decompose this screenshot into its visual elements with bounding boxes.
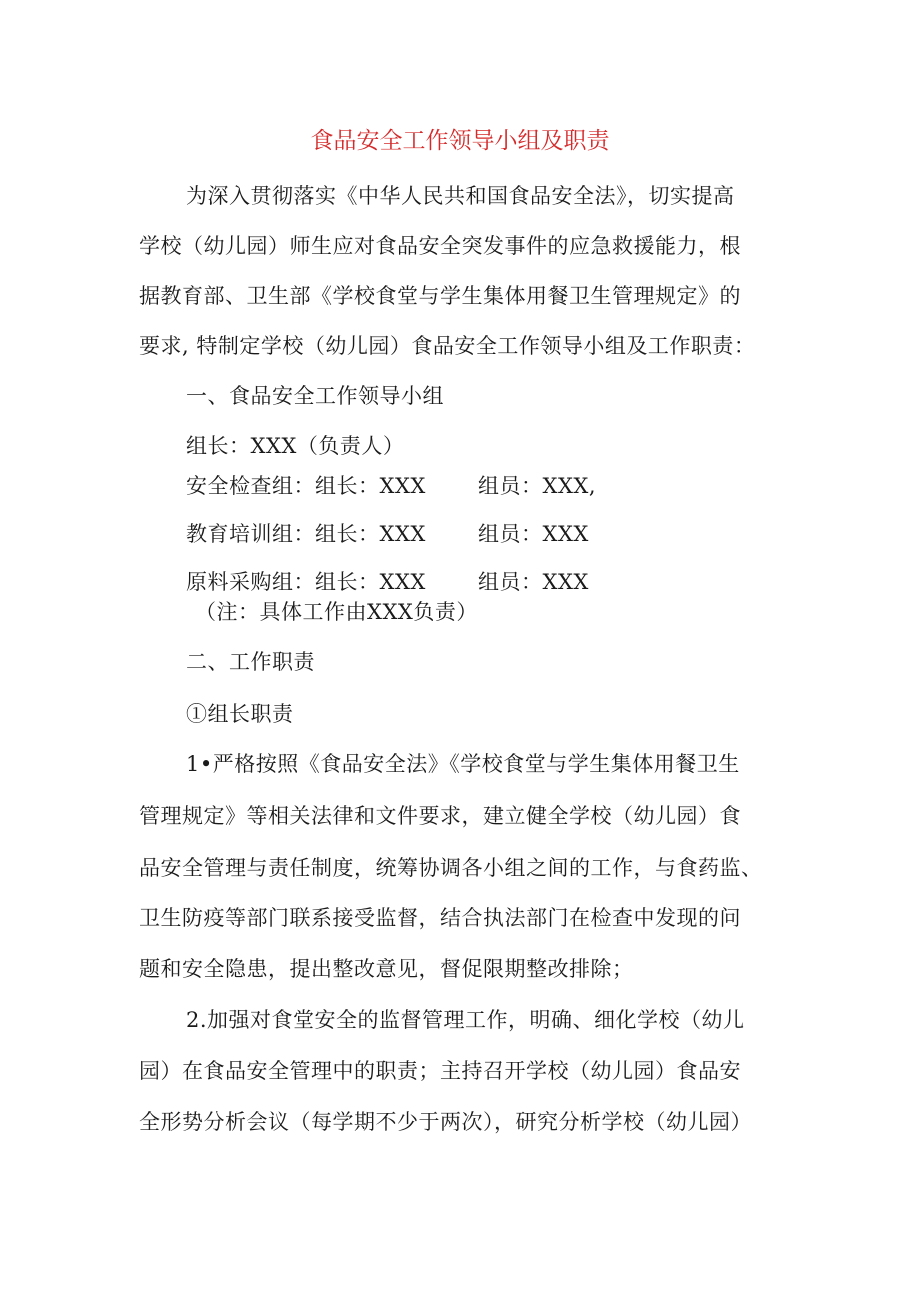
subsection-leader-duties: ①组长职责 [186, 702, 294, 726]
leader-line: 组长：XXX（负责人） [186, 434, 405, 458]
duty1-line-4: 卫生防疫等部门联系接受监督，结合执法部门在检查中发现的问 [139, 906, 741, 930]
duty2-line-3: 全形势分析会议（每学期不少于两次），研究分析学校（幼儿园） [139, 1110, 752, 1134]
duty2-line-2: 园）在食品安全管理中的职责；主持召开学校（幼儿园）食品安 [139, 1059, 741, 1083]
group-members: 组员：XXX [478, 570, 589, 594]
group-row-procurement [186, 566, 826, 596]
duty2-line-1: 2.加强对食堂安全的监督管理工作，明确、细化学校（幼儿 [186, 1008, 745, 1032]
group-members: 组员：XXX [478, 522, 589, 546]
intro-line-2: 学校（幼儿园）师生应对食品安全突发事件的应急救援能力，根 [139, 234, 741, 258]
group-name: 安全检查组：组长：XXX [186, 474, 426, 498]
section-heading-2: 二、工作职责 [186, 650, 315, 674]
intro-line-4: 要求, 特制定学校（幼儿园）食品安全工作领导小组及工作职责： [139, 334, 756, 358]
group-members: 组员：XXX, [478, 474, 597, 498]
group-name: 教育培训组：组长：XXX [186, 522, 426, 546]
intro-line-3: 据教育部、卫生部《学校食堂与学生集体用餐卫生管理规定》的 [139, 284, 741, 308]
duty1-line-3: 品安全管理与责任制度，统筹协调各小组之间的工作，与食药监、 [139, 856, 763, 880]
duty1-line-5: 题和安全隐患，提出整改意见，督促限期整改排除； [139, 957, 634, 981]
document-title: 食品安全工作领导小组及职责 [310, 128, 610, 154]
intro-line-1: 为深入贯彻落实《中华人民共和国食品安全法》，切实提高 [186, 184, 735, 208]
note-line: （注：具体工作由XXX负责） [195, 600, 478, 624]
group-row-training [186, 518, 826, 548]
duty1-line-2: 管理规定》等相关法律和文件要求，建立健全学校（幼儿园）食 [139, 804, 741, 828]
section-heading-1: 一、食品安全工作领导小组 [186, 384, 444, 408]
group-row-safety [186, 470, 826, 500]
group-name: 原料采购组：组长：XXX [186, 570, 426, 594]
duty1-line-1: 1•严格按照《食品安全法》《学校食堂与学生集体用餐卫生 [186, 752, 740, 776]
